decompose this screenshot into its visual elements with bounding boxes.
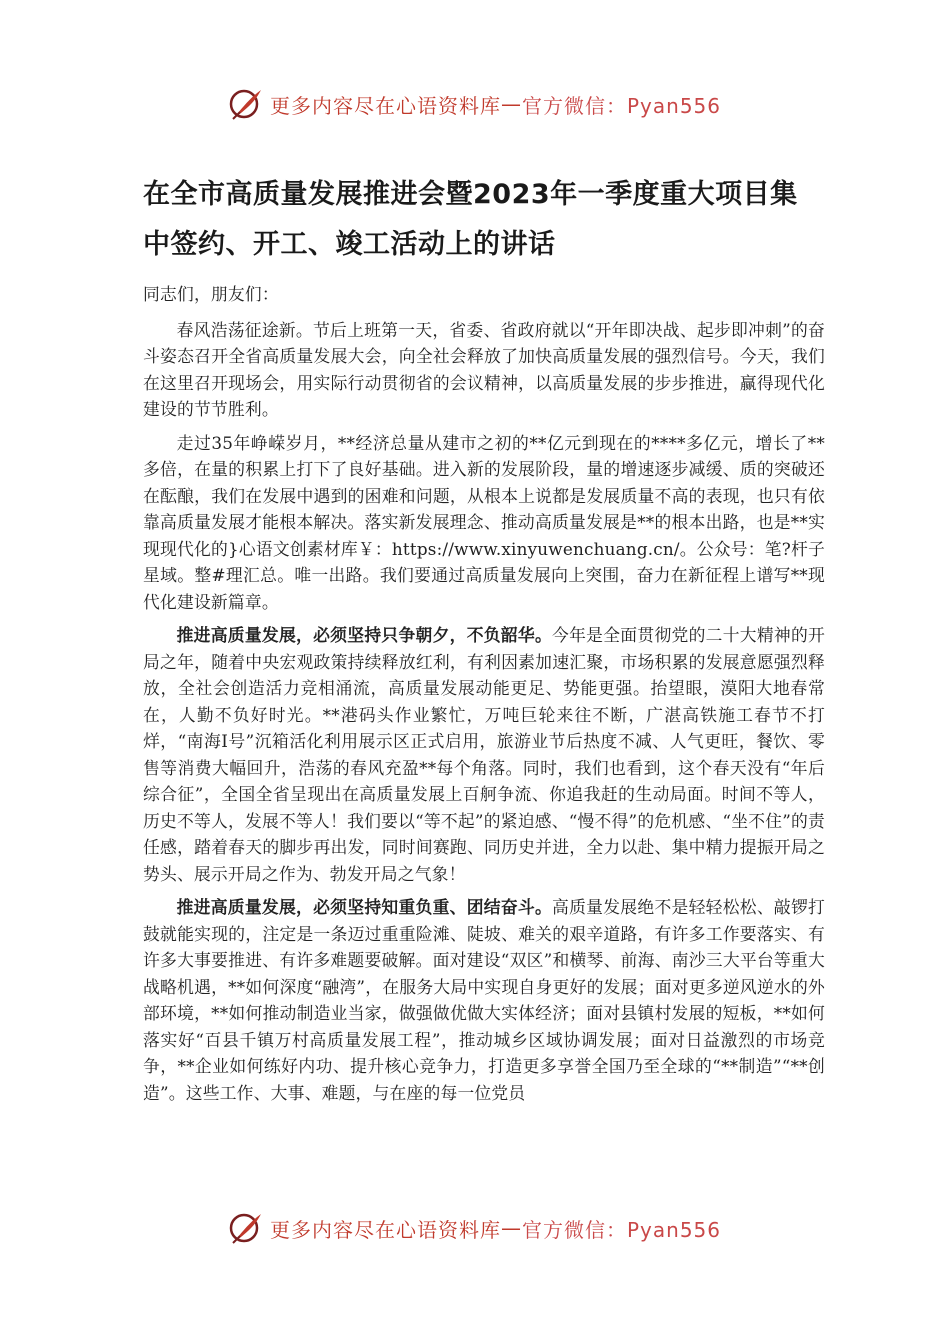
paragraph-text: 高质量发展绝不是轻轻松松、敲锣打鼓就能实现的，注定是一条迈过重重险滩、陡坡、难关的艰辛道路，有许多工作要落实、有许多大事要推进、有许多难题要破解。面对建设“双区”和横琴、前海、南沙三大平台等重大战略机遇，**如何深度“融湾”，在服务大局中实现自身更好的发展；面对更多逆风逆水的外部环境，**如何推动制造业当家，做强做优做大实体经济；面对县镇村发展的短板，**如何落实好“百县千镇万村高质量发展工程”，推动城乡区域协调发展；面对日益激烈的市场竞争，**企业如何练好内功、提升核心竞争力，打造更多享誉全国乃至全球的“**制造”“**创造”。这些工作、大事、难题，与在座的每一位党员 <box>143 897 825 1103</box>
document-body <box>143 281 825 1186</box>
paragraph-2 <box>143 430 825 616</box>
paragraph-text: 走过35年峥嵘岁月，**经济总量从建市之初的**亿元到现在的****多亿元，增长了**多倍，在量的积累上打下了良好基础。进入新的发展阶段，量的增速逐步减缓、质的突破还在酝酿，我们在发展中遇到的困难和问题，从根本上说都是发展质量不高的表现，也只有依靠高质量发展才能根本解决。落实新发展理念、推动高质量发展是**的根本出路，也是**实现现代化的}心语文创素材库￥：https://www.xinyuwenchuang.cn/。公众号：笔?杆子星域。整#理汇总。唯一出路。我们要通过高质量发展向上突围，奋力在新征程上谱写**现代化建设新篇章。 <box>143 432 825 612</box>
quill-logo-icon <box>228 86 264 122</box>
watermark-text: 更多内容尽在心语资料库 <box>270 1217 501 1242</box>
watermark-wechat: 官方微信：Pyan556 <box>522 1217 722 1242</box>
watermark-banner-top <box>228 84 721 124</box>
document-title: 在全市高质量发展推进会暨2023年一季度重大项目集中签约、开工、竣工活动上的讲话 <box>143 179 798 260</box>
watermark-text: 更多内容尽在心语资料库 <box>270 93 501 118</box>
paragraph-text: 春风浩荡征途新。节后上班第一天，省委、省政府就以“开年即决战、起步即冲刺”的奋斗姿态召开全省高质量发展大会，向全社会释放了加快高质量发展的强烈信号。今天，我们在这里召开现场会，用实际行动贯彻省的会议精神，以高质量发展的步步推进，赢得现代化建设的节节胜利。 <box>143 319 825 419</box>
watermark-wechat: 官方微信：Pyan556 <box>522 93 722 118</box>
paragraph-text: 今年是全面贯彻党的二十大精神的开局之年，随着中央宏观政策持续释放红利，有利因素加速汇聚，市场积累的发展意愿强烈释放，全社会创造活力竞相涌流，高质量发展动能更足、势能更强。抬望眼，漠阳大地春常在，人勤不负好时光。**港码头作业繁忙，万吨巨轮来往不断，广湛高铁施工春节不打烊，“南海Ⅰ号”沉箱活化利用展示区正式启用，旅游业节后热度不减、人气更旺，餐饮、零售等消费大幅回升，浩荡的春风充盈**每个角落。同时，我们也看到，这个春天没有“年后综合征”，全国全省呈现出在高质量发展上百舸争流、你追我赶的生动局面。时间不等人，历史不等人，发展不等人！我们要以“等不起”的紧迫感、“慢不得”的危机感、“坐不住”的责任感，踏着春天的脚步再出发，同时间赛跑、同历史并进，全力以赴、集中精力提振开局之势头、展示开局之作为、勃发开局之气象！ <box>143 625 825 884</box>
watermark-dash: — <box>501 92 522 116</box>
greeting: 同志们，朋友们： <box>143 284 279 304</box>
paragraph-lead: 推进高质量发展，必须坚持只争朝夕，不负韶华。 <box>176 625 553 645</box>
watermark-banner-bottom <box>228 1208 721 1248</box>
paragraph-lead: 推进高质量发展，必须坚持知重负重、团结奋斗。 <box>176 897 553 917</box>
paragraph-1 <box>143 317 825 423</box>
quill-logo-icon <box>228 1210 264 1246</box>
paragraph-3 <box>143 622 825 887</box>
paragraph-4 <box>143 894 825 1106</box>
watermark-dash: — <box>501 1216 522 1240</box>
